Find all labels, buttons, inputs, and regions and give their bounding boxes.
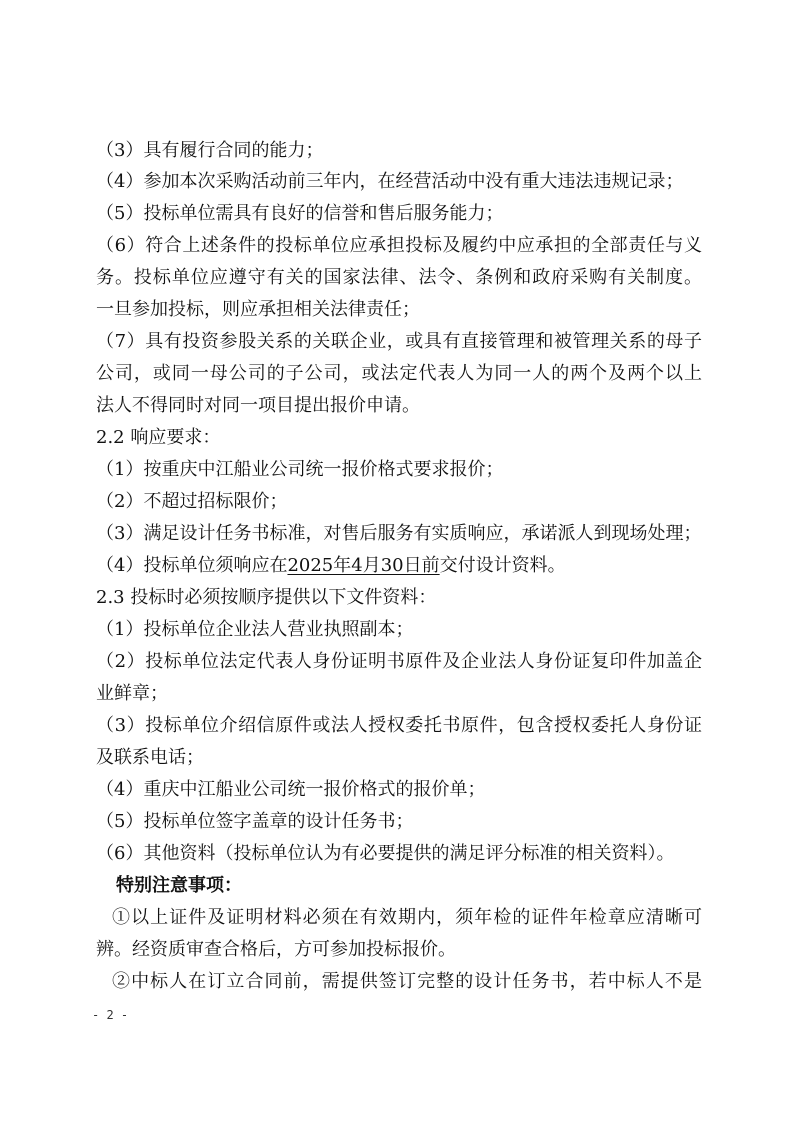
text-line: （1）按重庆中江船业公司统一报价格式要求报价； bbox=[96, 459, 504, 480]
section-heading: 2.2 响应要求： bbox=[96, 427, 221, 448]
text-line: 公司，或同一母公司的子公司，或法定代表人为同一人的两个及两个以上 bbox=[96, 363, 702, 384]
text-line: （1）投标单位企业法人营业执照副本； bbox=[96, 619, 414, 640]
text-line: （6）符合上述条件的投标单位应承担投标及履约中应承担的全部责任与义 bbox=[96, 235, 702, 256]
text-line: （2）不超过招标限价； bbox=[96, 491, 288, 512]
text-segment: （4）投标单位须响应在 bbox=[96, 555, 288, 576]
text-line: （3）投标单位介绍信原件或法人授权委托书原件，包含授权委托人身份证 bbox=[96, 715, 702, 736]
text-segment: 交付设计资料。 bbox=[439, 555, 566, 576]
text-line: （7）具有投资参股关系的关联企业，或具有直接管理和被管理关系的母子 bbox=[96, 331, 702, 352]
text-line: （6）其他资料（投标单位认为有必要提供的满足评分标准的相关资料）。 bbox=[96, 843, 675, 864]
deadline-date: 2025年4月30日前 bbox=[287, 555, 440, 576]
text-line: 一旦参加投标，则应承担相关法律责任； bbox=[96, 299, 420, 320]
text-line: 业鲜章； bbox=[96, 683, 168, 704]
text-line: （4）重庆中江船业公司统一报价格式的报价单； bbox=[96, 779, 486, 800]
text-line: ②中标人在订立合同前，需提供签订完整的设计任务书，若中标人不是 bbox=[112, 971, 702, 992]
text-line: （4）参加本次采购活动前三年内，在经营活动中没有重大违法违规记录； bbox=[96, 171, 684, 192]
text-line: ①以上证件及证明材料必须在有效期内，须年检的证件年检章应清晰可 bbox=[112, 907, 702, 928]
section-heading: 2.3 投标时必须按顺序提供以下文件资料： bbox=[96, 587, 437, 608]
text-line: 法人不得同时对同一项目提出报价申请。 bbox=[96, 395, 420, 416]
text-line: （3）具有履行合同的能力； bbox=[96, 140, 324, 161]
text-line: 务。投标单位应遵守有关的国家法律、法令、条例和政府采购有关制度。 bbox=[96, 267, 702, 288]
text-line: （5）投标单位需具有良好的信誉和售后服务能力； bbox=[96, 203, 504, 224]
text-line: （5）投标单位签字盖章的设计任务书； bbox=[96, 811, 414, 832]
text-line bbox=[96, 551, 702, 581]
special-notice-heading: 特别注意事项： bbox=[116, 875, 242, 896]
text-line: （3）满足设计任务书标准，对售后服务有实质响应，承诺派人到现场处理； bbox=[96, 523, 702, 544]
text-line: 及联系电话； bbox=[96, 747, 204, 768]
page-number: - 2 - bbox=[92, 1008, 129, 1022]
text-line: （2）投标单位法定代表人身份证明书原件及企业法人身份证复印件加盖企 bbox=[96, 651, 702, 672]
text-line: 辨。经资质审查合格后，方可参加投标报价。 bbox=[96, 939, 456, 960]
